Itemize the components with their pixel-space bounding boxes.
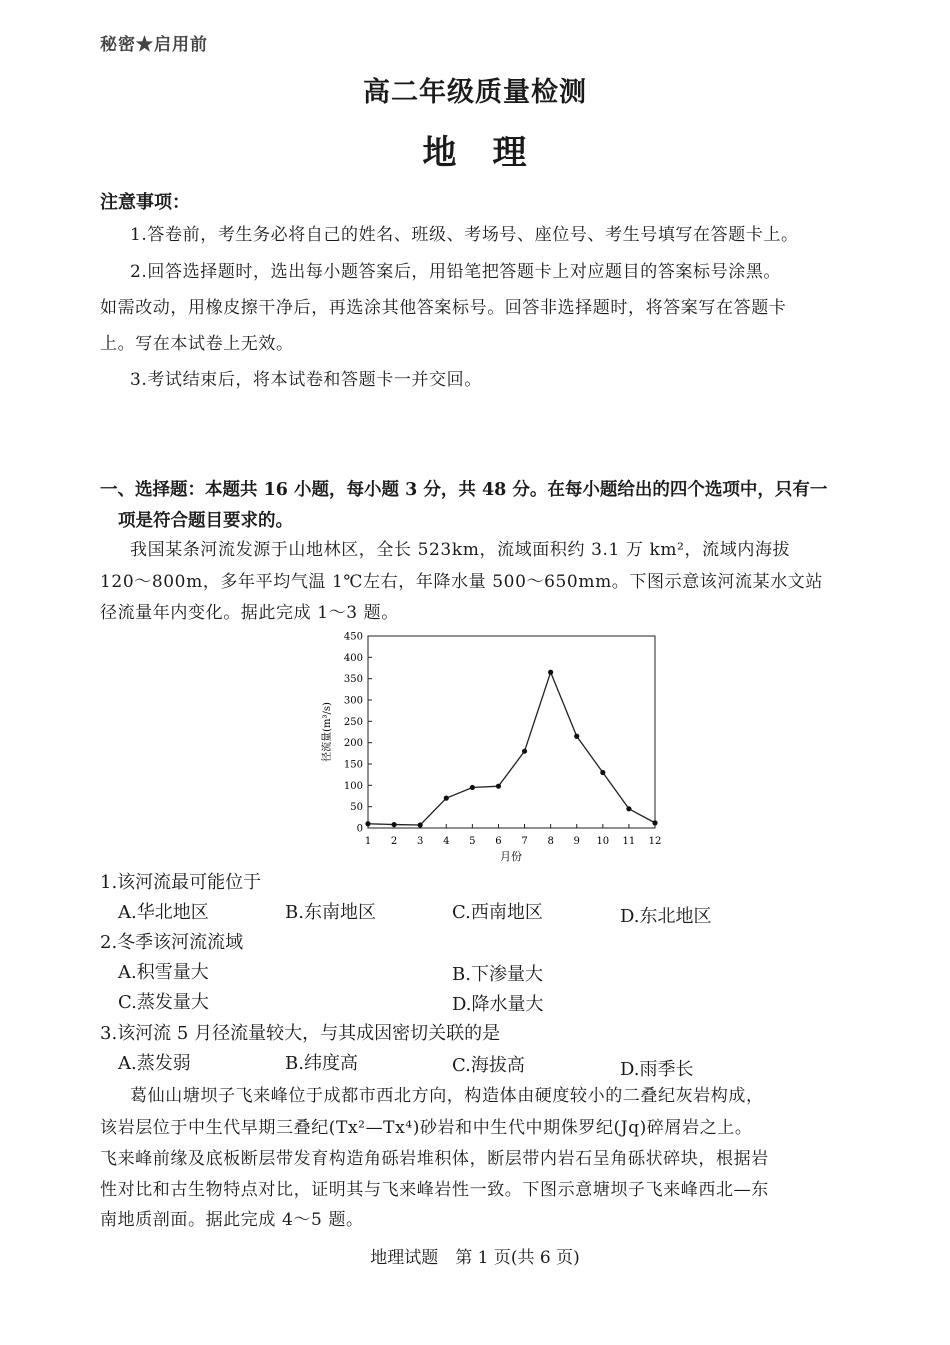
data-point xyxy=(652,820,657,825)
question-1-option-a: A.华北地区 xyxy=(118,902,209,923)
y-tick-label: 200 xyxy=(343,738,363,750)
x-tick-label: 7 xyxy=(521,836,528,847)
data-point xyxy=(600,770,605,775)
data-point xyxy=(444,796,449,801)
section-heading-line-2: 项是符合题目要求的。 xyxy=(118,511,293,531)
question-1-option-b: B.东南地区 xyxy=(285,902,376,923)
series-line xyxy=(368,672,655,825)
notice-item-2-line-2: 如需改动，用橡皮擦干净后，再选涂其他答案标号。回答非选择题时，将答案写在答题卡 xyxy=(100,298,787,318)
question-2-option-a: A.积雪量大 xyxy=(118,962,209,983)
x-tick-label: 2 xyxy=(390,836,398,847)
notice-item-2-line-3: 上。写在本试卷上无效。 xyxy=(100,334,294,354)
question-2-stem: 2.冬季该河流流域 xyxy=(100,932,244,953)
notice-item-3: 3.考试结束后，将本试卷和答题卡一并交回。 xyxy=(130,370,482,390)
exam-title: 高二年级质量检测 xyxy=(363,77,587,108)
notice-heading: 注意事项： xyxy=(100,192,190,213)
passage2-line-4: 性对比和古生物特点对比，证明其与飞来峰岩性一致。下图示意塘坝子飞来峰西北—东 xyxy=(100,1180,769,1200)
data-point xyxy=(574,734,579,739)
notice-item-2-line-1: 2.回答选择题时，选出每小题答案后，用铅笔把答题卡上对应题目的答案标号涂黑。 xyxy=(130,262,782,282)
section-heading-line-1: 一、选择题：本题共 16 小题，每小题 3 分，共 48 分。在每小题给出的四个选项中，只有一 xyxy=(100,480,828,500)
y-tick-label: 250 xyxy=(343,716,363,728)
question-3-option-a: A.蒸发弱 xyxy=(118,1053,191,1074)
question-3-option-b: B.纬度高 xyxy=(285,1053,358,1074)
plot-frame xyxy=(368,636,655,828)
question-2-option-d: D.降水量大 xyxy=(452,994,544,1015)
data-point xyxy=(365,821,370,826)
y-axis-label: 径流量(m³/s) xyxy=(322,702,333,762)
y-tick-label: 0 xyxy=(356,823,363,835)
y-tick-label: 150 xyxy=(343,759,363,771)
data-point xyxy=(418,822,423,827)
secret-label: 秘密★启用前 xyxy=(100,35,208,55)
y-tick-label: 300 xyxy=(343,695,363,707)
passage2-line-1: 葛仙山塘坝子飞来峰位于成都市西北方向，构造体由硬度较小的二叠纪灰岩构成， xyxy=(130,1086,764,1106)
passage2-line-5: 南地质剖面。据此完成 4～5 题。 xyxy=(100,1210,364,1230)
x-tick-label: 9 xyxy=(573,836,580,847)
question-3-option-c: C.海拔高 xyxy=(452,1055,525,1076)
question-2-option-c: C.蒸发量大 xyxy=(118,992,209,1013)
question-3-stem: 3.该河流 5 月径流量较大，与其成因密切关联的是 xyxy=(100,1023,501,1044)
x-tick-label: 3 xyxy=(416,836,424,847)
passage2-line-2: 该岩层位于中生代早期三叠纪(Tx²—Tx⁴)砂岩和中生代中期侏罗纪(Jq)碎屑岩之上。 xyxy=(100,1118,753,1138)
y-tick-label: 100 xyxy=(343,780,363,792)
x-axis-label: 月份 xyxy=(500,850,522,863)
data-point xyxy=(522,749,527,754)
y-tick-label: 50 xyxy=(350,802,363,814)
x-tick-label: 1 xyxy=(364,836,372,847)
x-tick-label: 10 xyxy=(596,836,610,847)
y-tick-label: 400 xyxy=(343,652,363,664)
y-tick-label: 350 xyxy=(343,674,363,686)
page-footer: 地理试题 第 1 页(共 6 页) xyxy=(370,1248,580,1268)
x-tick-label: 4 xyxy=(443,836,450,847)
passage2-line-3: 飞来峰前缘及底板断层带发育构造角砾岩堆积体，断层带内岩石呈角砾状碎块，根据岩 xyxy=(100,1149,769,1169)
passage1-line-3: 径流量年内变化。据此完成 1～3 题。 xyxy=(100,603,399,623)
question-1-option-d: D.东北地区 xyxy=(620,906,712,927)
question-2-option-b: B.下渗量大 xyxy=(452,964,543,985)
question-1-option-c: C.西南地区 xyxy=(452,902,543,923)
runoff-chart xyxy=(310,628,670,868)
passage1-line-2: 120～800m，多年平均气温 1℃左右，年降水量 500～650mm。下图示意该河流某水文站 xyxy=(100,572,823,592)
x-tick-label: 12 xyxy=(648,836,662,847)
question-3-option-d: D.雨季长 xyxy=(620,1059,694,1080)
subject-title: 地 理 xyxy=(422,133,528,173)
x-tick-label: 5 xyxy=(469,836,476,847)
y-tick-label: 450 xyxy=(343,631,363,643)
x-tick-label: 11 xyxy=(622,836,636,847)
data-point xyxy=(470,785,475,790)
x-tick-label: 8 xyxy=(547,836,554,847)
passage1-line-1: 我国某条河流发源于山地林区，全长 523km，流域面积约 3.1 万 km²，流域内海拔 xyxy=(130,540,791,560)
data-point xyxy=(496,784,501,789)
question-1-stem: 1.该河流最可能位于 xyxy=(100,872,262,893)
data-point xyxy=(548,670,553,675)
x-tick-label: 6 xyxy=(495,836,502,847)
notice-item-1: 1.答卷前，考生务必将自己的姓名、班级、考场号、座位号、考生号填写在答题卡上。 xyxy=(130,225,799,245)
data-point xyxy=(626,806,631,811)
data-point xyxy=(391,822,396,827)
